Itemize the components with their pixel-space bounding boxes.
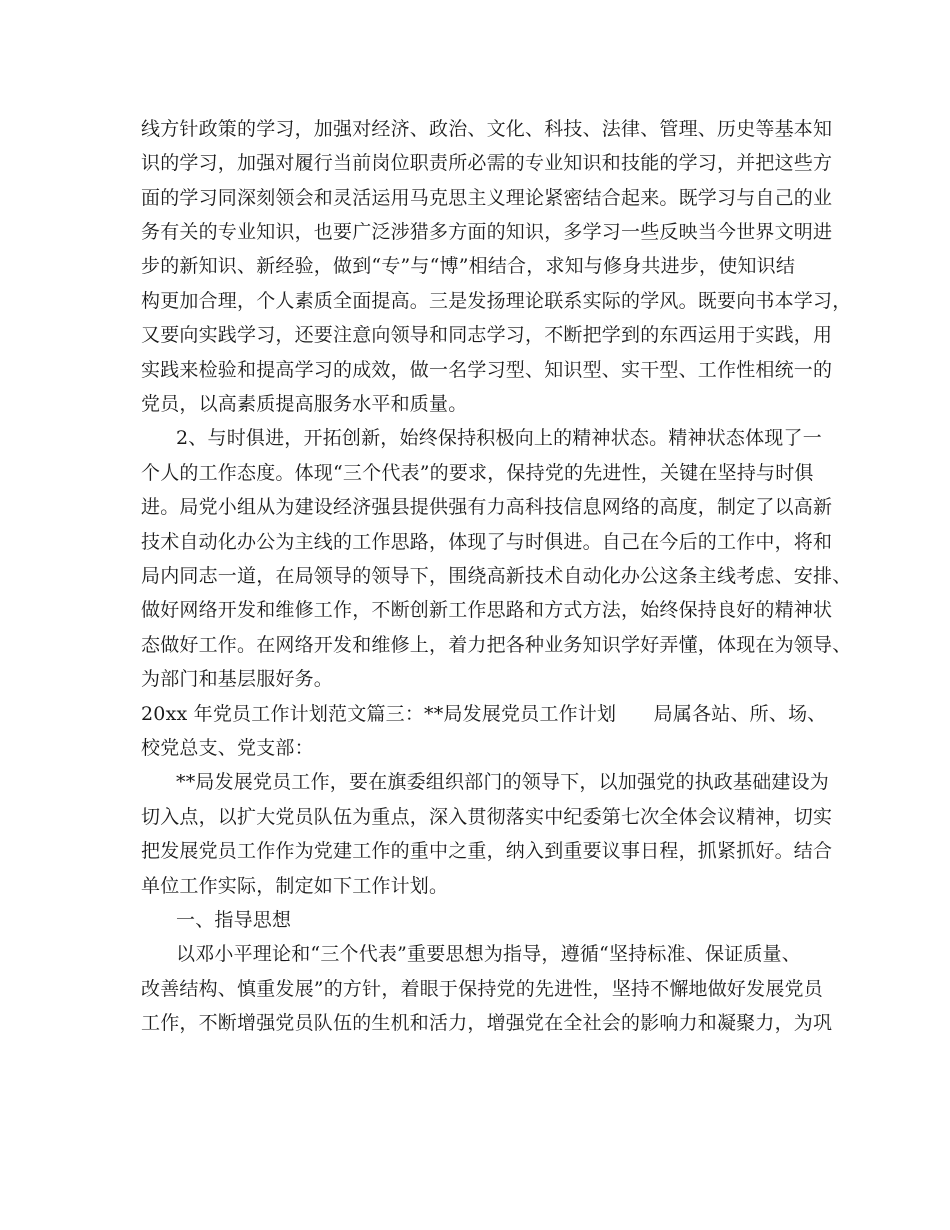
text-line: 实践来检验和提高学习的成效，做一名学习型、知识型、实干型、工作性相统一的 <box>141 359 833 381</box>
text-line: 20xx 年党员工作计划范文篇三：**局发展党员工作计划 局属各站、所、场、 <box>141 703 827 725</box>
text-line: 态做好工作。在网络开发和维修上，着力把各种业务知识学好弄懂，体现在为领导、 <box>141 634 852 656</box>
text-line: 局内同志一道，在局领导的领导下，围绕高新技术自动化办公这条主线考虑、安排、 <box>141 565 852 587</box>
text-line: 单位工作实际，制定如下工作计划。 <box>141 875 449 897</box>
text-line: **局发展党员工作，要在旗委组织部门的领导下，以加强党的执政基础建设为 <box>176 771 830 793</box>
text-line: 2、与时俱进，开拓创新，始终保持积极向上的精神状态。精神状态体现了一 <box>176 427 822 449</box>
text-line: 改善结构、慎重发展”的方针，着眼于保持党的先进性，坚持不懈地做好发展党员 <box>141 978 823 1000</box>
text-line: 把发展党员工作作为党建工作的重中之重，纳入到重要议事日程，抓紧抓好。结合 <box>141 840 833 862</box>
text-line: 进。局党小组从为建设经济强县提供强有力高科技信息网络的高度，制定了以高新 <box>141 496 833 518</box>
text-line: 做好网络开发和维修工作，不断创新工作思路和方式方法，始终保持良好的精神状 <box>141 599 833 621</box>
text-line: 识的学习，加强对履行当前岗位职责所必需的专业知识和技能的学习，并把这些方 <box>141 152 833 174</box>
text-line: 步的新知识、新经验，做到“专”与“博”相结合，求知与修身共进步，使知识结 <box>141 255 796 277</box>
text-line: 以邓小平理论和“三个代表”重要思想为指导，遵循“坚持标准、保证质量、 <box>176 943 801 965</box>
text-line: 个人的工作态度。体现“三个代表”的要求，保持党的先进性，关键在坚持与时俱 <box>141 462 814 484</box>
text-line: 为部门和基层服好务。 <box>141 668 334 690</box>
text-line: 工作，不断增强党员队伍的生机和活力，增强党在全社会的影响力和凝聚力，为巩 <box>141 1012 833 1034</box>
text-line: 技术自动化办公为主线的工作思路，体现了与时俱进。自己在今后的工作中，将和 <box>141 531 833 553</box>
text-line: 校党总支、党支部： <box>141 737 314 759</box>
text-line: 线方针政策的学习，加强对经济、政治、文化、科技、法律、管理、历史等基本知 <box>141 118 833 140</box>
text-line: 务有关的专业知识，也要广泛涉猎多方面的知识，多学习一些反映当今世界文明进 <box>141 221 833 243</box>
text-line: 又要向实践学习，还要注意向领导和同志学习，不断把学到的东西运用于实践，用 <box>141 324 833 346</box>
text-line: 切入点，以扩大党员队伍为重点，深入贯彻落实中纪委第七次全体会议精神，切实 <box>141 806 833 828</box>
text-line: 构更加合理，个人素质全面提高。三是发扬理论联系实际的学风。既要向书本学习， <box>141 290 852 312</box>
text-line: 面的学习同深刻领会和灵活运用马克思主义理论紧密结合起来。既学习与自己的业 <box>141 187 833 209</box>
text-line: 党员，以高素质提高服务水平和质量。 <box>141 393 468 415</box>
text-line: 一、指导思想 <box>176 909 292 931</box>
